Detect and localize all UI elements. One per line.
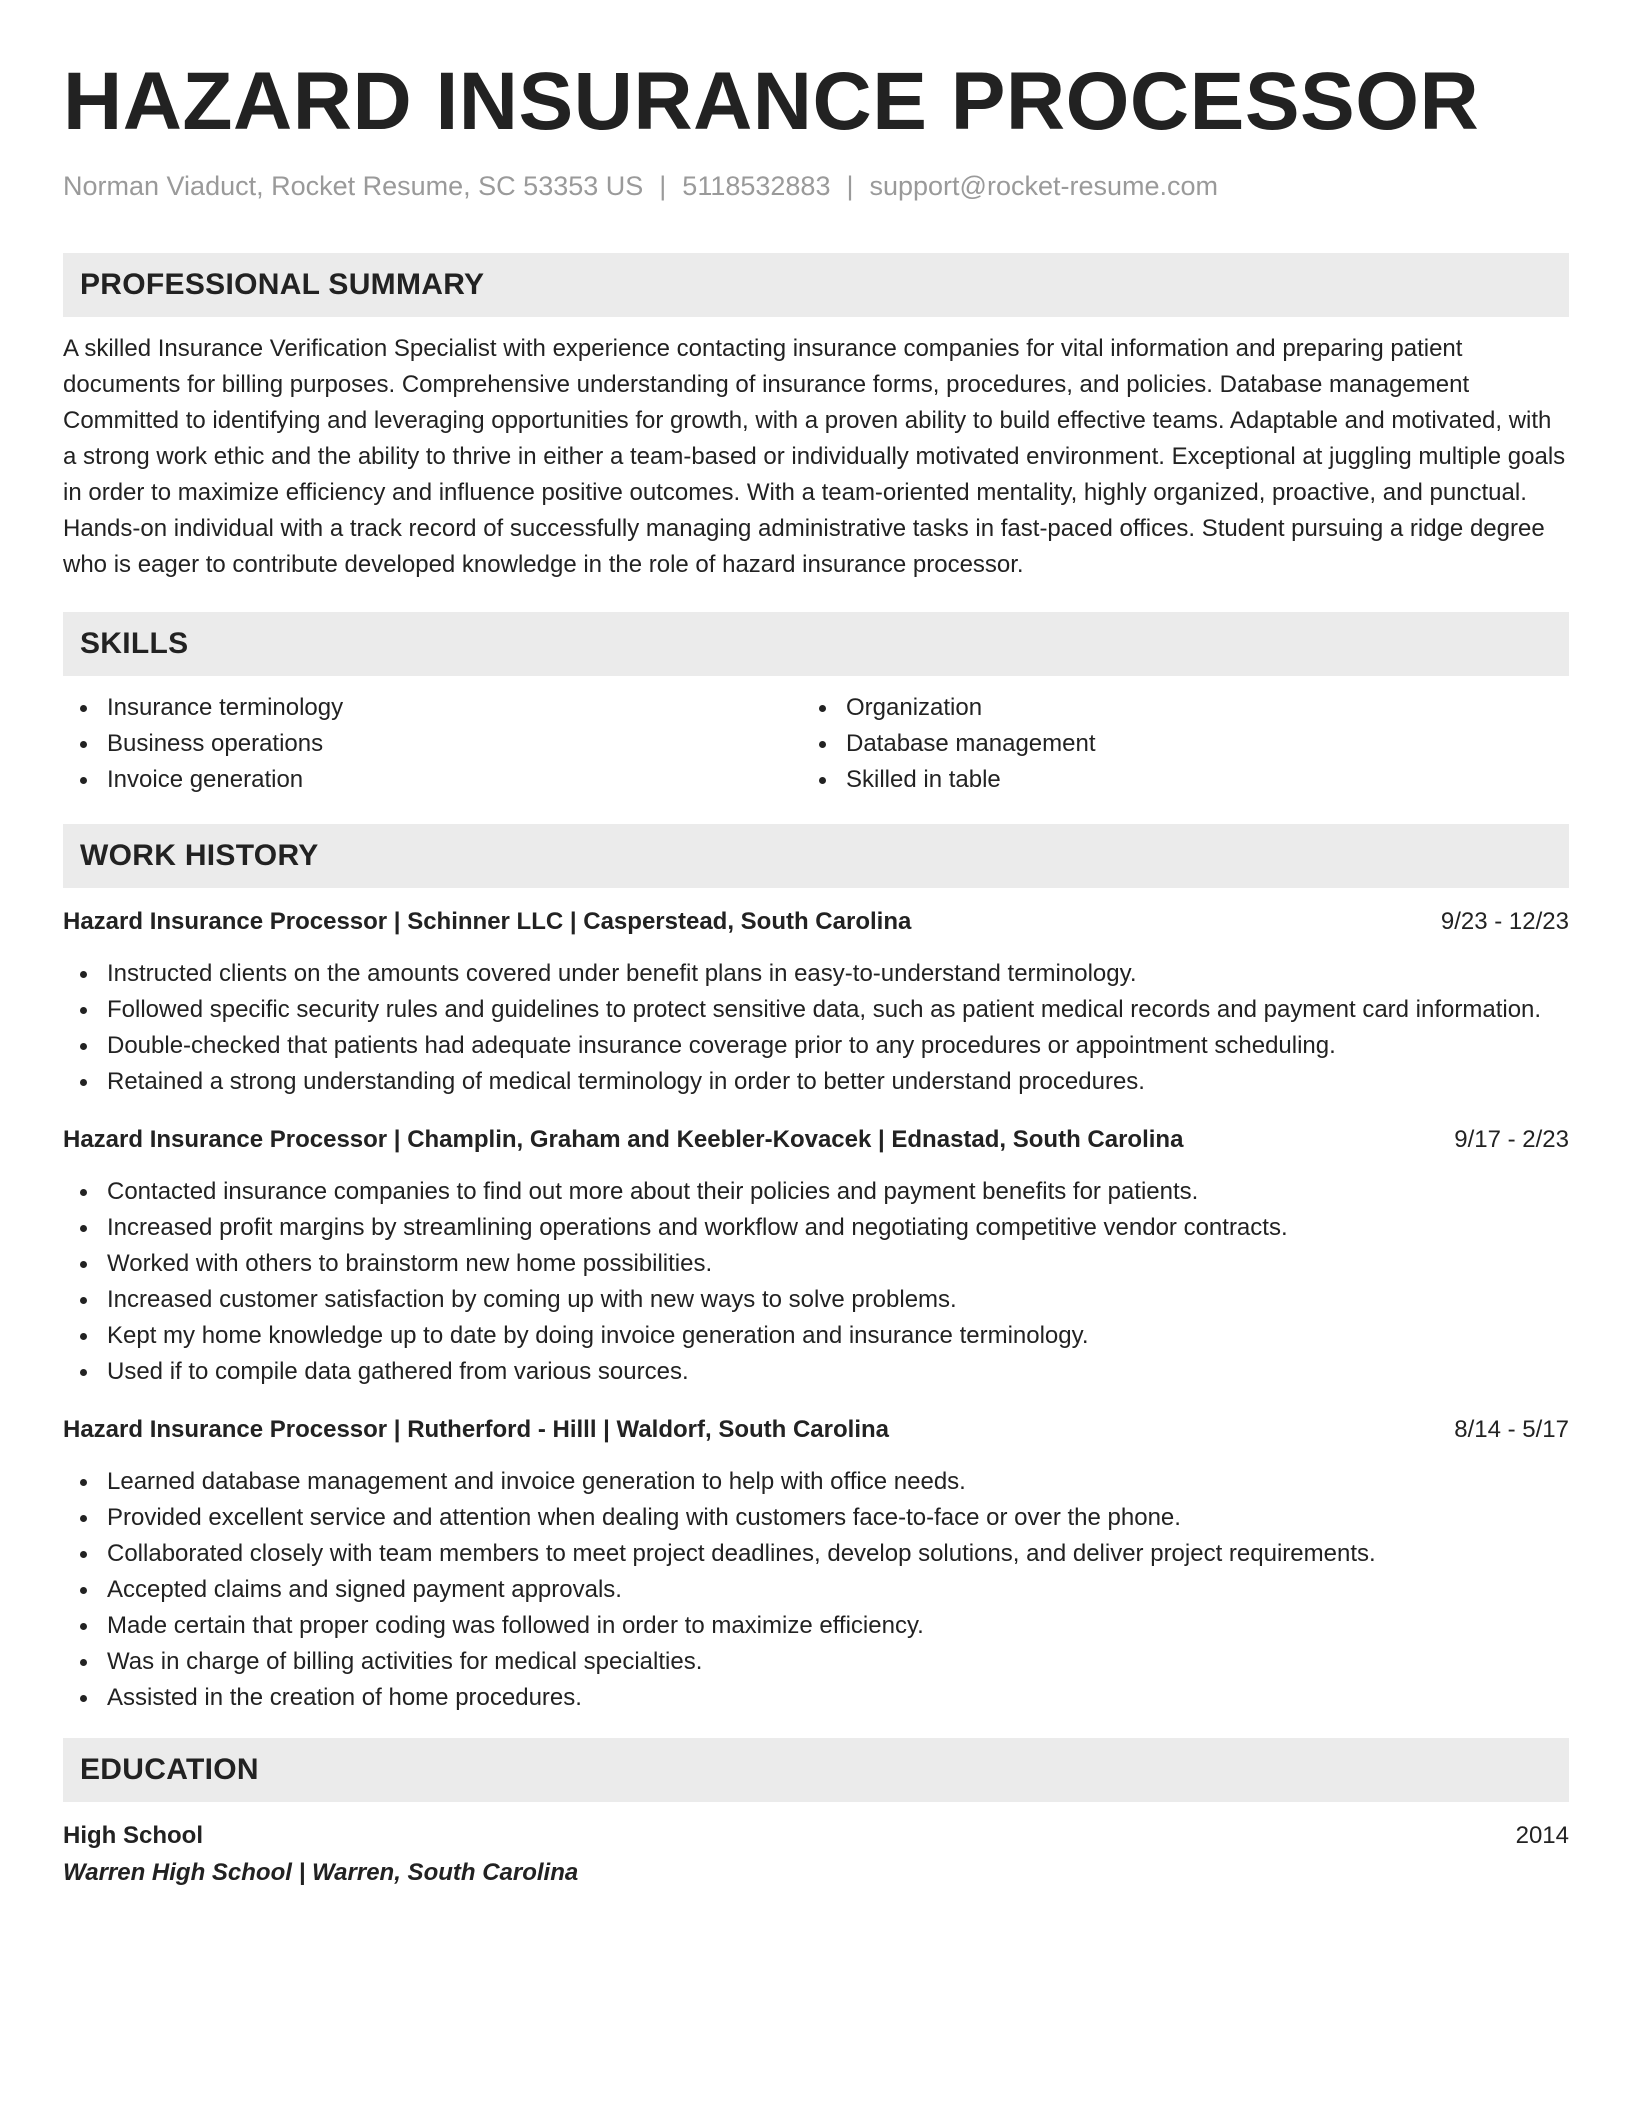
skill-item: Organization — [802, 690, 1541, 726]
job-duty: Retained a strong understanding of medical terminology in order to better understand procedures. — [63, 1064, 1569, 1100]
job-duty: Accepted claims and signed payment approvals. — [63, 1572, 1569, 1608]
education-header — [63, 1818, 1569, 1854]
skill-item: Insurance terminology — [63, 690, 802, 726]
job-header — [63, 904, 1569, 940]
job-title: Hazard Insurance Processor | Schinner LLC | Casperstead, South Carolina — [63, 908, 912, 935]
section-header-skills: SKILLS — [63, 612, 1569, 676]
job-dates: 8/14 - 5/17 — [1454, 1416, 1569, 1443]
summary-text: A skilled Insurance Verification Specialist with experience contacting insurance companies for vital information and preparing patient documents for billing purposes. Comprehensive understanding of insurance forms, procedures, and policies. Database management Committed to identifying and leveraging opportunities for growth, with a proven ability to build effective teams. Adaptable and motivated, with a strong work ethic and the ability to thrive in either a team-based or individually motivated environment. Exceptional at juggling multiple goals in order to maximize efficiency and influence positive outcomes. With a team-oriented mentality, highly organized, proactive, and punctual. Hands-on individual with a track record of successfully managing administrative tasks in fast-paced offices. Student pursuing a ridge degree who is eager to contribute developed knowledge in the role of hazard insurance processor. — [63, 335, 1566, 578]
skills-column-left — [63, 690, 802, 798]
section-header-education: EDUCATION — [63, 1738, 1569, 1802]
education-year: 2014 — [1515, 1822, 1569, 1849]
skill-item: Invoice generation — [63, 762, 802, 798]
job-duties — [63, 1174, 1569, 1390]
job-duty: Learned database management and invoice generation to help with office needs. — [63, 1464, 1569, 1500]
job-duty: Contacted insurance companies to find out more about their policies and payment benefits for patients. — [63, 1174, 1569, 1210]
education-school: Warren High School | Warren, South Carolina — [63, 1859, 579, 1886]
job-title: Hazard Insurance Processor | Champlin, Graham and Keebler-Kovacek | Ednastad, South Carolina — [63, 1126, 1184, 1153]
contact-separator: | — [659, 171, 667, 201]
job-duty: Worked with others to brainstorm new home possibilities. — [63, 1246, 1569, 1282]
contact-email: support@rocket-resume.com — [869, 171, 1219, 201]
contact-address: Norman Viaduct, Rocket Resume, SC 53353 US — [63, 171, 644, 201]
job-duty: Made certain that proper coding was followed in order to maximize efficiency. — [63, 1608, 1569, 1644]
job-duty: Collaborated closely with team members to meet project deadlines, develop solutions, and deliver project requirements. — [63, 1536, 1569, 1572]
education-degree: High School — [63, 1822, 203, 1849]
education-entry — [63, 1818, 1569, 1892]
job-duty: Was in charge of billing activities for medical specialties. — [63, 1644, 1569, 1680]
job-duty: Increased profit margins by streamlining operations and workflow and negotiating competitive vendor contracts. — [63, 1210, 1569, 1246]
skills-column-right — [802, 690, 1541, 798]
section-header-summary: PROFESSIONAL SUMMARY — [63, 253, 1569, 317]
job-header — [63, 1412, 1569, 1448]
job-duty: Provided excellent service and attention when dealing with customers face-to-face or over the phone. — [63, 1500, 1569, 1536]
contact-separator: | — [846, 171, 854, 201]
job-duty: Kept my home knowledge up to date by doing invoice generation and insurance terminology. — [63, 1318, 1569, 1354]
job-entry — [63, 1122, 1569, 1390]
section-header-work-history: WORK HISTORY — [63, 824, 1569, 888]
job-dates: 9/17 - 2/23 — [1454, 1126, 1569, 1153]
contact-line — [63, 168, 1569, 204]
job-entry — [63, 1412, 1569, 1716]
job-title: Hazard Insurance Processor | Rutherford - Hilll | Waldorf, South Carolina — [63, 1416, 889, 1443]
skill-item: Business operations — [63, 726, 802, 762]
skills-grid — [63, 690, 1569, 798]
job-duty: Increased customer satisfaction by coming up with new ways to solve problems. — [63, 1282, 1569, 1318]
job-duty: Instructed clients on the amounts covered under benefit plans in easy-to-understand terminology. — [63, 956, 1569, 992]
skill-item: Database management — [802, 726, 1541, 762]
job-duty: Double-checked that patients had adequate insurance coverage prior to any procedures or appointment scheduling. — [63, 1028, 1569, 1064]
job-duties — [63, 956, 1569, 1100]
skill-item: Skilled in table — [802, 762, 1541, 798]
candidate-name: HAZARD INSURANCE PROCESSOR — [63, 56, 1480, 147]
job-duty: Assisted in the creation of home procedures. — [63, 1680, 1569, 1716]
job-duty: Used if to compile data gathered from various sources. — [63, 1354, 1569, 1390]
job-header — [63, 1122, 1569, 1158]
contact-phone: 5118532883 — [682, 171, 831, 201]
job-entry — [63, 904, 1569, 1100]
job-duties — [63, 1464, 1569, 1716]
job-duty: Followed specific security rules and guidelines to protect sensitive data, such as patient medical records and payment card information. — [63, 992, 1569, 1028]
job-dates: 9/23 - 12/23 — [1440, 908, 1569, 935]
